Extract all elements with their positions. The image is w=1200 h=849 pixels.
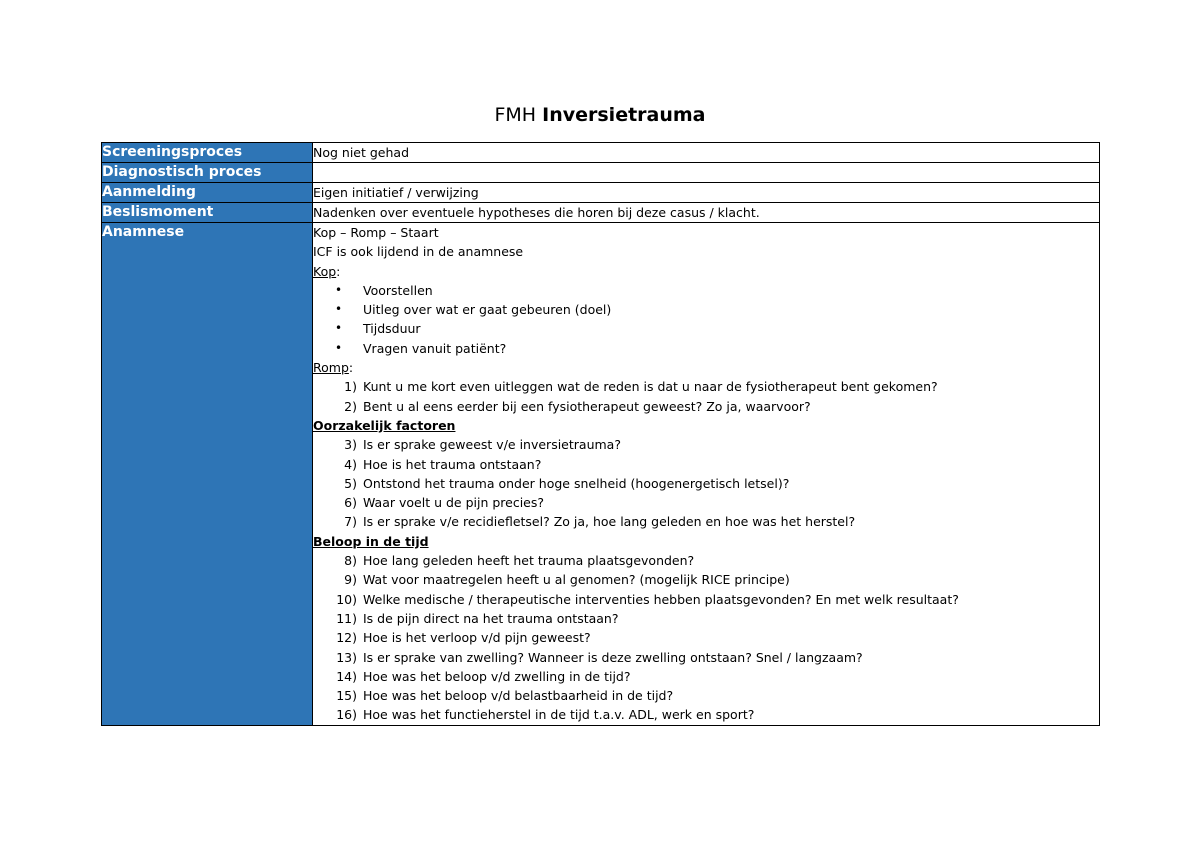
beloop-question — [313, 609, 1099, 628]
question-text: Hoe was het beloop v/d belastbaarheid in de tijd? — [363, 688, 674, 704]
question-text: Is er sprake van zwelling? Wanneer is deze zwelling ontstaan? Snel / langzaam? — [363, 649, 863, 665]
title-main: Inversietrauma — [542, 104, 706, 126]
question-text: Is er sprake v/e recidiefletsel? Zo ja, hoe lang geleden en hoe was het herstel? — [363, 514, 856, 530]
row-screening — [102, 143, 1100, 163]
beloop-heading — [313, 532, 1099, 551]
question-number: 5) — [344, 475, 357, 491]
title-prefix: FMH — [494, 104, 543, 126]
beloop-question — [313, 628, 1099, 647]
question-text: Is er sprake geweest v/e inversietrauma? — [363, 437, 621, 453]
question-number: 2) — [344, 398, 357, 414]
question-number: 12) — [336, 630, 357, 646]
label-beslismoment: Beslismoment — [102, 203, 313, 223]
kop-heading-colon: : — [336, 263, 341, 279]
question-number: 11) — [336, 610, 357, 626]
bullet-icon: • — [335, 282, 343, 297]
beloop-question — [313, 551, 1099, 570]
label-screening: Screeningsproces — [102, 143, 313, 163]
beloop-question — [313, 570, 1099, 589]
value-screening: Nog niet gehad — [313, 143, 1100, 163]
question-number: 8) — [344, 553, 357, 569]
oorzaak-heading — [313, 416, 1099, 435]
kop-list — [313, 281, 1099, 358]
question-number: 16) — [336, 707, 357, 723]
question-number: 13) — [336, 649, 357, 665]
kop-list-item — [313, 281, 1099, 300]
oorzaak-question — [313, 474, 1099, 493]
question-number: 9) — [344, 572, 357, 588]
document-title — [0, 104, 1200, 126]
question-text: Waar voelt u de pijn precies? — [363, 495, 545, 511]
romp-list — [313, 377, 1099, 416]
kop-list-item-text: Uitleg over wat er gaat gebeuren (doel) — [363, 302, 612, 318]
kop-heading — [313, 262, 1099, 281]
row-anamnese — [102, 223, 1100, 726]
question-number: 3) — [344, 437, 357, 453]
beloop-question — [313, 667, 1099, 686]
kop-list-item-text: Voorstellen — [363, 282, 433, 298]
romp-heading-text: Romp — [313, 360, 349, 376]
kop-list-item-text: Vragen vanuit patiënt? — [363, 340, 507, 356]
question-number: 1) — [344, 379, 357, 395]
kop-list-item — [313, 319, 1099, 338]
question-text: Hoe is het verloop v/d pijn geweest? — [363, 630, 591, 646]
value-aanmelding: Eigen initiatief / verwijzing — [313, 183, 1100, 203]
label-aanmelding: Aanmelding — [102, 183, 313, 203]
beloop-list — [313, 551, 1099, 725]
question-number: 15) — [336, 688, 357, 704]
value-diagnostisch — [313, 163, 1100, 183]
beloop-question — [313, 705, 1099, 724]
oorzaak-question — [313, 455, 1099, 474]
kop-list-item — [313, 300, 1099, 319]
label-anamnese: Anamnese — [102, 223, 313, 726]
question-number: 10) — [336, 591, 357, 607]
oorzaak-question — [313, 493, 1099, 512]
kop-heading-text: Kop — [313, 263, 337, 279]
beloop-heading-text: Beloop in de tijd — [313, 533, 429, 549]
kop-list-item-text: Tijdsduur — [363, 321, 421, 337]
question-text: Ontstond het trauma onder hoge snelheid (hoogenergetisch letsel)? — [363, 475, 790, 491]
question-text: Hoe is het trauma ontstaan? — [363, 456, 542, 472]
value-anamnese — [313, 223, 1100, 726]
oorzaak-question — [313, 512, 1099, 531]
bullet-icon: • — [335, 302, 343, 317]
question-text: Hoe lang geleden heeft het trauma plaatsgevonden? — [363, 553, 695, 569]
question-text: Is de pijn direct na het trauma ontstaan? — [363, 610, 619, 626]
anamnese-intro-structure: Kop – Romp – Staart — [313, 225, 439, 240]
question-text: Welke medische / therapeutische interventies hebben plaatsgevonden? En met welk resultaat? — [363, 591, 959, 607]
beloop-question — [313, 686, 1099, 705]
kop-list-item — [313, 339, 1099, 358]
question-text: Wat voor maatregelen heeft u al genomen? (mogelijk RICE principe) — [363, 572, 790, 588]
row-diagnostisch — [102, 163, 1100, 183]
question-text: Kunt u me kort even uitleggen wat de reden is dat u naar de fysiotherapeut bent gekomen? — [363, 379, 938, 395]
romp-question — [313, 397, 1099, 416]
row-beslismoment — [102, 203, 1100, 223]
bullet-icon: • — [335, 340, 343, 355]
bullet-icon: • — [335, 321, 343, 336]
beloop-question — [313, 648, 1099, 667]
value-beslismoment: Nadenken over eventuele hypotheses die horen bij deze casus / klacht. — [313, 203, 1100, 223]
label-diagnostisch: Diagnostisch proces — [102, 163, 313, 183]
oorzaak-list — [313, 435, 1099, 531]
question-number: 7) — [344, 514, 357, 530]
question-number: 14) — [336, 668, 357, 684]
romp-heading-colon: : — [348, 360, 354, 376]
question-text: Hoe was het beloop v/d zwelling in de tijd? — [363, 668, 631, 684]
question-number: 6) — [344, 495, 357, 511]
romp-heading — [313, 358, 1099, 377]
row-aanmelding — [102, 183, 1100, 203]
anamnese-intro-icf: ICF is ook lijdend in de anamnese — [313, 244, 524, 260]
romp-question — [313, 377, 1099, 396]
form-table — [101, 142, 1100, 726]
question-text: Bent u al eens eerder bij een fysiotherapeut geweest? Zo ja, waarvoor? — [363, 398, 811, 414]
beloop-question — [313, 590, 1099, 609]
question-text: Hoe was het functieherstel in de tijd t.a.v. ADL, werk en sport? — [363, 707, 755, 723]
oorzaak-heading-text: Oorzakelijk factoren — [313, 417, 456, 433]
question-number: 4) — [344, 456, 357, 472]
oorzaak-question — [313, 435, 1099, 454]
